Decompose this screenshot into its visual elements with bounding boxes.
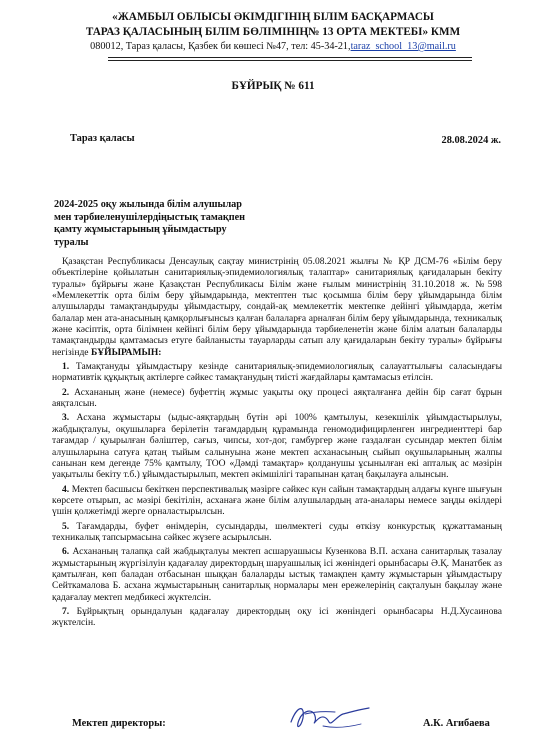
header-address: 080012, Тараз қаласы, Қазбек би көшесі №47, тел: 45-34-21, [90, 41, 351, 52]
header-email-link[interactable]: taraz_school_13@mail.ru [350, 41, 456, 52]
preamble-paragraph [52, 256, 502, 358]
order-date: 28.08.2024 ж. [441, 135, 501, 146]
order-item [52, 361, 502, 384]
order-item-text: Тамақтануды ұйымдастыру кезінде санитариялық-эпидемиологиялық салауаттылығы саласындағы нормативтік құқықтық актілерге сәйкес тамақтанудың тиісті жағдайлары қамтамасыз етілсін. [52, 361, 502, 384]
ordered-keyword: БҰЙЫРАМЫН: [90, 346, 162, 358]
order-item [52, 546, 502, 603]
signature-label: Мектеп директоры: [72, 718, 166, 729]
order-item-number: 3. [62, 412, 70, 424]
subject-line: туралы [54, 236, 89, 248]
handwritten-signature-icon [283, 700, 373, 736]
order-item-text: Тағамдарды, буфет өнімдерін, сусындарды, шөлмектегі суды өткізу конкурстық құжаттаманың техникалық тапсырмасына сәйкес жүзеге асырылсын. [52, 520, 502, 543]
order-item-number: 2. [62, 386, 70, 398]
order-item [52, 484, 502, 518]
order-body [52, 256, 502, 632]
order-item-text: Асхананың және (немесе) буфеттің жұмыс уақыты оқу процесі аяқталғанға дейін бір сағат бұрын аяқталсын. [52, 386, 502, 410]
subject-line: мен тәрбиеленушілердіңыстық тамақпен [54, 211, 245, 223]
header-address-line [0, 41, 546, 52]
header-divider-bottom [108, 60, 472, 61]
subject-line: қамту жұмыстарының ұйымдастыру [54, 224, 227, 235]
order-subject [54, 199, 314, 249]
subject-line: 2024-2025 оқу жылында білім алушылар [54, 199, 242, 210]
order-item-number: 1. [62, 361, 70, 373]
order-item [52, 412, 502, 480]
order-city: Тараз қаласы [70, 133, 135, 144]
order-item-text: Мектеп басшысы бекіткен перспективалық мәзірге сәйкес күн сайын тамақтардың алдағы күнге шығуын көрсете отырып, ас мәзірі бекітілін, асханаға және білім алушылардың ата-аналары немесе заңды өкілдері үшін қолжетімді жерге орналастырылсын. [52, 483, 502, 518]
header-line-2: ТАРАЗ ҚАЛАСЫНЫҢ БІЛІМ БӨЛІМІНІҢ№ 13 ОРТА МЕКТЕБІ» КММ [85, 26, 461, 38]
signature-name: А.К. Агибаева [423, 718, 490, 729]
order-item-number: 7. [62, 605, 70, 617]
order-item [52, 387, 502, 410]
order-item-text: Асхананың талапқа сай жабдықталуы мектеп асшаруашысы Кузенкова В.П. асхана санитарлық тазалау жұмыстарының жүргізілуін қадағалау директордың шаруашылық ісі жөніндегі орынбасары Ә.Қ. Манатбек аз қамтылған, көп баладан отбасынан шыққан балаларды ыстық тамақпен қамту жұмыстарын ұйымдастыру Сейткамалова Б. асхана жұмыстарының санитарлық нормалары мен ережелерінің сақталуын бақылау және қадағалау мектеп медбикесі жүктелсін. [52, 546, 503, 603]
header-line-1: «ЖАМБЫЛ ОБЛЫСЫ ӘКІМДІГІНІҢ БІЛІМ БАСҚАРМАСЫ [112, 11, 434, 23]
preamble-text: Қазақстан Республикасы Денсаулық сақтау министрінің 05.08.2021 жылғы № ҚР ДСМ-76 «Білім беру объектілеріне қойылатын санитариялық-эпидемиологиялық талаптар» санитариялық қағидаларын бекіту туралы» бұйрығы және Қазақстан Республикасы Білім және ғылым министрінің 31.10.2018 ж. №598 «Мемлекеттік орта білім беру ұйымдарында, мектептен тыс қосымша білім беру ұйымдарында білім алушыларды тамақтандыруды ұйымдастыру, сондай-ақ мемлекеттік мектепке дейінгі ұйымдарда, жетім балалар мен ата-анасының қамқорлығынсыз қалған балаларға арналған білім беру ұйымдарында, техникалық және кәсіптік, орта білімнен кейінгі білім беру ұйымдарында тәрбиеленетін және білім алатын балаларды тамақтандырды қамтамасыз етуге байланысты тауарларды сатып алу қағидаларын бекіту туралы» бұйрығы негізінде [52, 256, 502, 358]
order-item-text: Асхана жұмыстары (ыдыс-аяқтардың бүтін әрі 100% қамтылуы, кезекшілік ұйымдастырылуы, жабдықталуы, оқушыларға берілетін тағамдардың құрамында геномодифицирленген ингредиенттері бар тағамдар / қуырылған бәліштер, сағыз, чипсы, хот-дог, гамбургер және газдалған сусындар мектеп білім алушыларына сатуға қатаң тыйым салынуына және мектеп асханасының сыйып оқушыларының жалпы санынан кем дегенде 75% қамтылу, ТОО «Дәмді тамақтар» қолданушы ұсынылған екі апталық ас мәзірін уақытылы бекіту т.б.) ұйымдастырылып, мектеп әкімшілігі тарапынан қатаң бақылауға алынсын. [52, 412, 502, 481]
order-item-number: 6. [62, 546, 70, 558]
order-item-text: Бұйрықтың орындалуын қадағалау директордың оқу ісі жөніндегі орынбасары Н.Д.Хусаинова жүктелсін. [52, 605, 502, 629]
order-item [52, 606, 502, 629]
order-title: БҰЙРЫҚ № 611 [231, 80, 315, 92]
order-item [52, 521, 502, 544]
order-item-number: 4. [62, 483, 70, 495]
header-divider-top [108, 57, 472, 58]
order-item-number: 5. [62, 520, 70, 532]
